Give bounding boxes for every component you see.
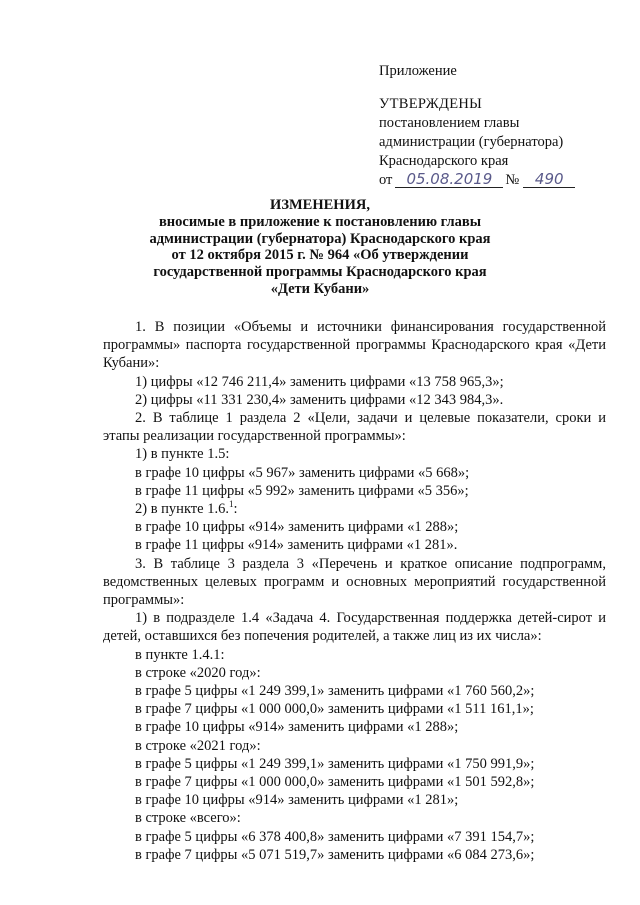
appendix-label: Приложение (379, 63, 457, 79)
document-title (110, 197, 530, 298)
paragraph-3-line-5: в графе 7 цифры «1 000 000,0» заменить цифрами «1 511 161,1»; (135, 701, 534, 718)
item-tail: : (233, 501, 238, 518)
paragraph-3-line-4: в графе 5 цифры «1 249 399,1» заменить цифрами «1 760 560,2»; (135, 683, 535, 700)
paragraph-1-item-1: 1) цифры «12 746 211,4» заменить цифрами «13 758 965,3»; (135, 373, 504, 390)
paragraph-3-line-12: в графе 5 цифры «6 378 400,8» заменить цифрами «7 391 154,7»; (135, 828, 535, 845)
paragraph-2-item-2 (103, 500, 606, 518)
handwritten-date: 05.08.2019 (395, 171, 503, 188)
paragraph-2-line-3: в графе 11 цифры «5 992» заменить цифрами «5 356»; (135, 482, 469, 499)
paragraph-3-line-10: в графе 10 цифры «914» заменить цифрами «1 281»; (135, 792, 459, 809)
paragraph-2: 2. В таблице 1 раздела 2 «Цели, задачи и целевые показатели, сроки и этапы реализации государственной программы»: (103, 410, 606, 445)
title-line-2: администрации (губернатора) Краснодарского края (149, 230, 491, 247)
spacer (379, 81, 619, 95)
paragraph-2-line-6: в графе 11 цифры «914» заменить цифрами «1 281». (135, 537, 458, 554)
paragraph-2-line-2: в графе 10 цифры «5 967» заменить цифрами «5 668»; (135, 464, 470, 481)
paragraph-3-line-13: в графе 7 цифры «5 071 519,7» заменить цифрами «6 084 273,6»; (135, 846, 535, 863)
paragraph-3-line-9: в графе 7 цифры «1 000 000,0» заменить цифрами «1 501 592,8»; (135, 774, 535, 791)
paragraph-3-line-7: в строке «2021 год»: (135, 737, 261, 754)
paragraph-3: 3. В таблице 3 раздела 3 «Перечень и краткое описание подпрограмм, ведомственных целевых программ и основных мероприятий государственной программы»: (103, 555, 606, 609)
from-label: от (379, 172, 393, 188)
document-body (103, 318, 606, 864)
paragraph-3-line-6: в графе 10 цифры «914» заменить цифрами «1 288»; (135, 719, 459, 736)
approval-line-2: администрации (губернатора) (379, 134, 564, 150)
paragraph-3-line-3: в строке «2020 год»: (135, 664, 261, 681)
paragraph-3-item-1: 1) в подразделе 1.4 «Задача 4. Государственная поддержка детей-сирот и детей, оставшихся без попечения родителей, а также лиц из их числа»: (103, 610, 606, 645)
paragraph-1: 1. В позиции «Объемы и источники финансирования государственной программы» паспорта государственной программы Краснодарского края «Дети Кубани»: (103, 319, 606, 372)
title-line-4: государственной программы Краснодарского края (153, 264, 487, 281)
date-number-line (379, 171, 619, 190)
item-text: 2) в пункте 1.6. (135, 501, 229, 518)
paragraph-2-line-5: в графе 10 цифры «914» заменить цифрами «1 288»; (135, 519, 459, 536)
superscript: 1 (228, 499, 234, 510)
approval-line-1: постановлением главы (379, 115, 520, 131)
paragraph-1-item-2: 2) цифры «11 331 230,4» заменить цифрами «12 343 984,3». (135, 391, 504, 408)
paragraph-3-line-2: в пункте 1.4.1: (135, 646, 225, 663)
approval-block (379, 62, 619, 190)
approval-line-3: Краснодарского края (379, 153, 509, 169)
paragraph-3-line-11: в строке «всего»: (135, 810, 241, 827)
title-line-3: от 12 октября 2015 г. № 964 «Об утверждении (171, 247, 469, 264)
number-label: № (505, 172, 520, 188)
handwritten-number: 490 (523, 171, 575, 188)
paragraph-2-item-1: 1) в пункте 1.5: (135, 446, 230, 463)
paragraph-3-line-8: в графе 5 цифры «1 249 399,1» заменить цифрами «1 750 991,9»; (135, 755, 535, 772)
title-line-5: «Дети Кубани» (270, 280, 370, 297)
title-heading: ИЗМЕНЕНИЯ, (270, 197, 370, 213)
approved-label: УТВЕРЖДЕНЫ (379, 96, 483, 112)
title-line-1: вносимые в приложение к постановлению главы (158, 213, 482, 230)
